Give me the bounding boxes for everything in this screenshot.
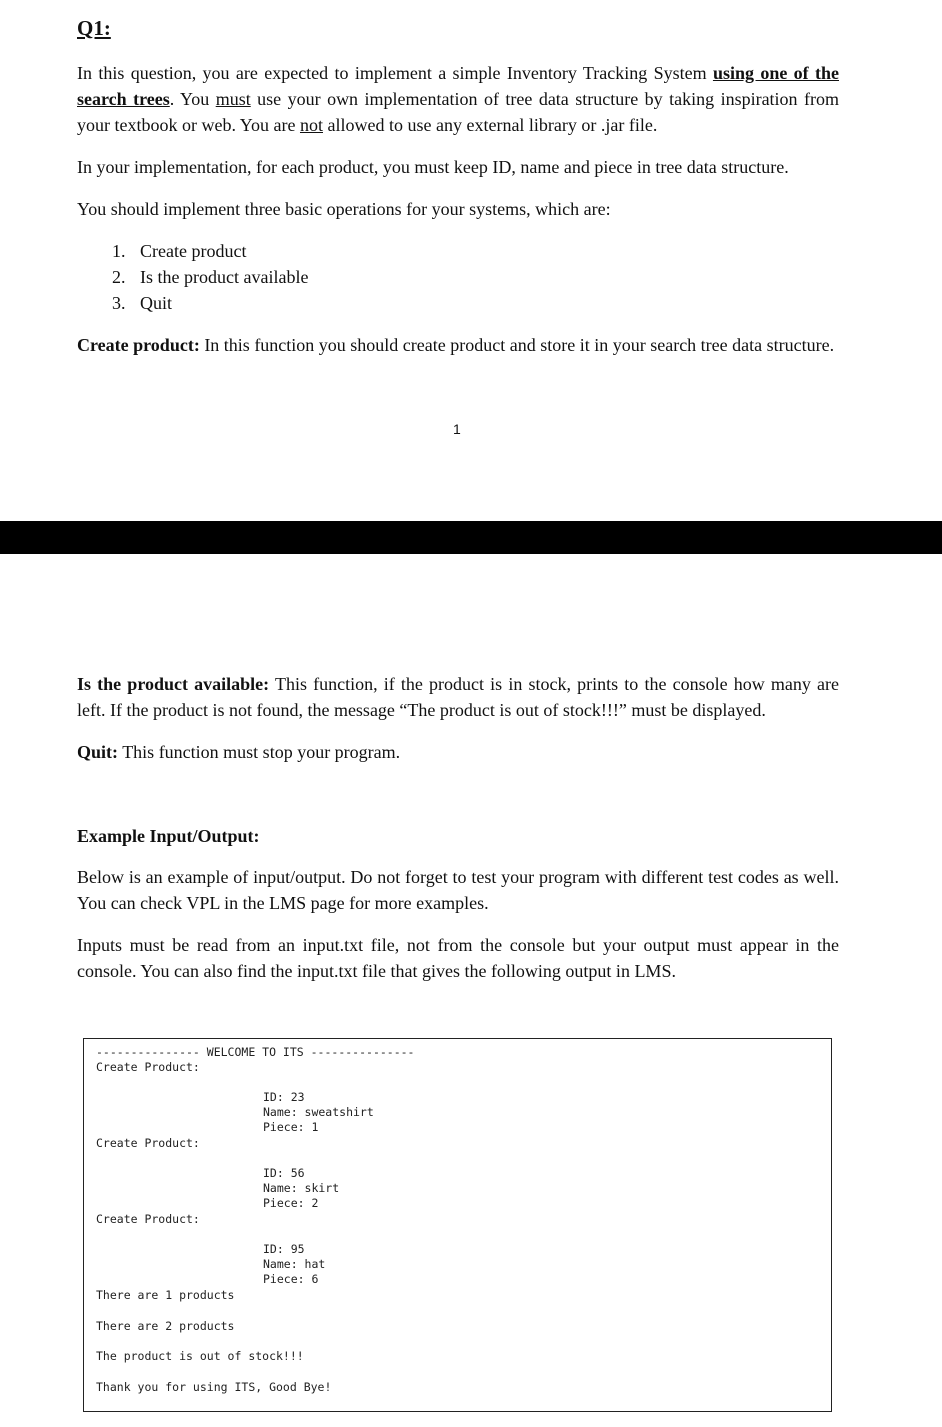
console-product-name: Name: hat	[263, 1257, 326, 1271]
console-product-id: ID: 56	[263, 1166, 305, 1180]
create-product-heading: Create product:	[77, 335, 200, 355]
list-item: 1. Create product	[112, 241, 247, 261]
quit-text: This function must stop your program.	[118, 742, 401, 762]
console-product-name: Name: sweatshirt	[263, 1105, 374, 1119]
console-product-id: ID: 23	[263, 1090, 305, 1104]
quit-section	[77, 739, 839, 765]
console-product-piece: Piece: 2	[263, 1196, 319, 1210]
intro-text-1: In this question, you are expected to implement a simple Inventory Tracking System	[77, 63, 713, 83]
operations-list	[112, 238, 308, 316]
console-result-line: The product is out of stock!!!	[96, 1349, 304, 1363]
console-create-label: Create Product:	[96, 1060, 200, 1074]
question-title: Q1:	[77, 16, 111, 40]
create-product-text: In this function you should create product and store it in your search tree data structure.	[199, 335, 835, 355]
console-product-name: Name: skirt	[263, 1181, 340, 1195]
inputs-paragraph: Inputs must be read from an input.txt file, not from the console but your output must appear in the console. You can also find the input.txt file that gives the following output in LMS.	[77, 935, 839, 981]
console-welcome: --------------- WELCOME TO ITS ---------------	[96, 1045, 415, 1059]
console-create-label: Create Product:	[96, 1136, 200, 1150]
page-number: 1	[453, 421, 461, 437]
implementation-note: In your implementation, for each product, you must keep ID, name and piece in tree data structure.	[77, 157, 789, 177]
intro-text-3: . You	[169, 89, 216, 109]
create-product-section	[77, 332, 839, 358]
console-result-line: There are 1 products	[96, 1288, 235, 1302]
console-goodbye: Thank you for using ITS, Good Bye!	[96, 1380, 332, 1394]
intro-emphasis-must: must	[215, 89, 251, 109]
example-paragraph: Below is an example of input/output. Do not forget to test your program with different test codes as well. You can check VPL in the LMS page for more examples.	[77, 867, 839, 913]
intro-text-7: allowed to use any external library or .jar file.	[323, 115, 658, 135]
intro-emphasis-search-trees: using one of the search trees	[77, 63, 839, 109]
list-item: 3. Quit	[112, 293, 173, 313]
is-available-section	[77, 671, 839, 723]
console-product-id: ID: 95	[263, 1242, 305, 1256]
console-product-piece: Piece: 1	[263, 1120, 319, 1134]
console-create-label: Create Product:	[96, 1212, 200, 1226]
intro-paragraph	[77, 60, 839, 138]
example-heading: Example Input/Output:	[77, 826, 260, 846]
console-product-piece: Piece: 6	[263, 1272, 319, 1286]
is-available-text: This function, if the product is in stock, prints to the console how many are left. If the product is not found, the message “The product is out of stock!!!” must be displayed.	[77, 674, 839, 720]
page-divider	[0, 521, 942, 554]
intro-text-5: use your own implementation of tree data structure by taking inspiration from your textbook or web. You are	[77, 89, 839, 135]
quit-heading: Quit:	[77, 742, 119, 762]
intro-emphasis-not: not	[299, 115, 323, 135]
console-output-box	[83, 1038, 832, 1412]
is-available-heading: Is the product available:	[77, 674, 270, 694]
list-item: 2. Is the product available	[112, 267, 309, 287]
console-result-line: There are 2 products	[96, 1319, 235, 1333]
operations-intro: You should implement three basic operations for your systems, which are:	[77, 199, 611, 219]
